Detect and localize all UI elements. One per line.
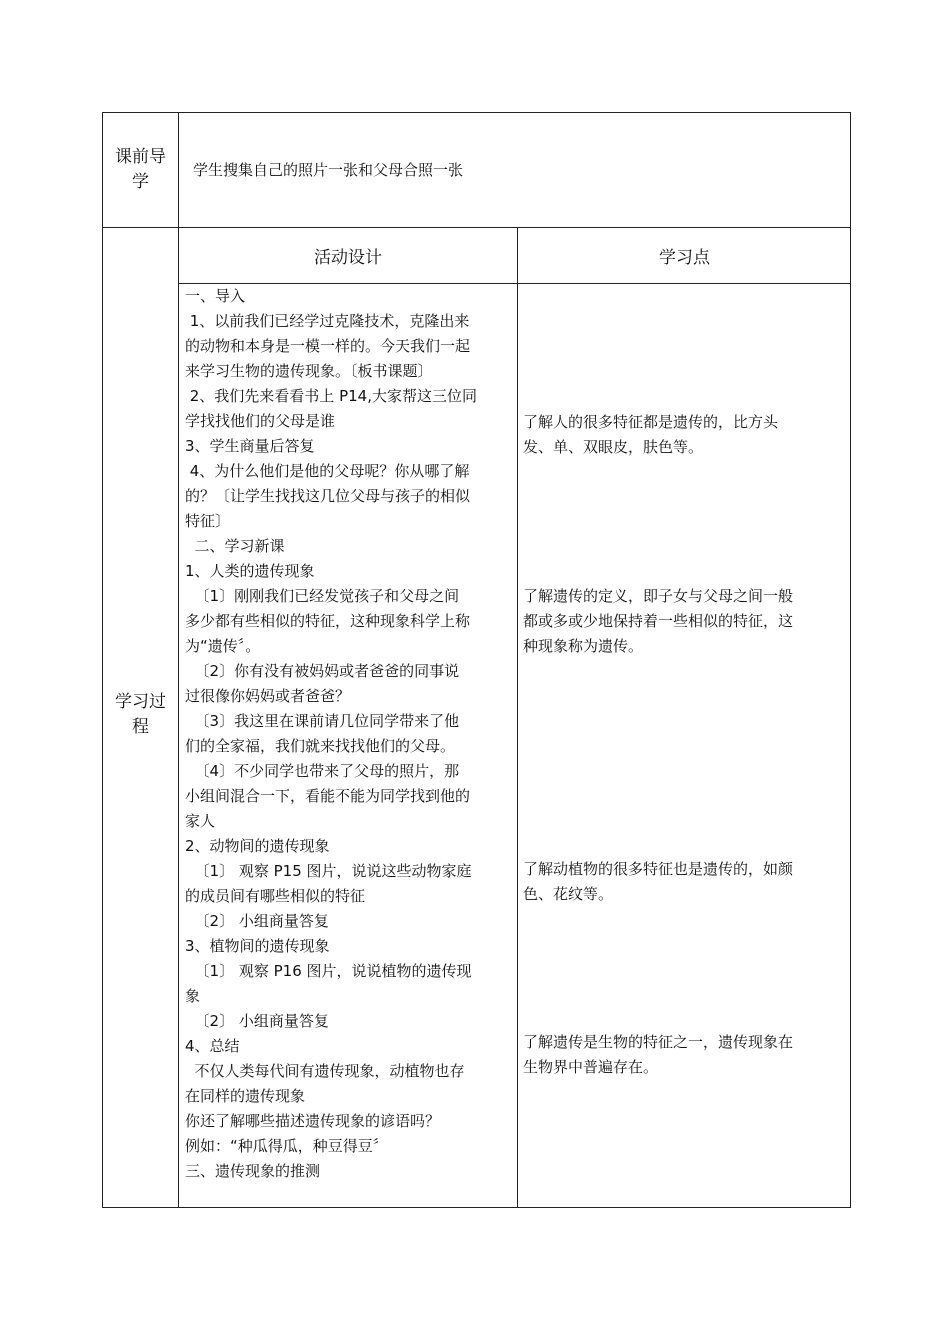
- activity-line: 1、人类的遗传现象: [185, 562, 315, 580]
- activity-line: 家人: [185, 812, 216, 830]
- learning-point-4: 了解遗传是生物的特征之一，遗传现象在 生物界中普遍存在。: [523, 1033, 794, 1076]
- label-column-divider: [178, 112, 179, 1208]
- activity-line: 〔2〕 小组商量答复: [185, 912, 329, 930]
- activity-line: 象: [185, 987, 201, 1005]
- activity-line: 过很像你妈妈或者爸爸？: [185, 687, 351, 705]
- activity-line: 二、学习新课: [185, 537, 285, 555]
- activity-design-header: 活动设计: [314, 248, 382, 268]
- preclass-label: 课前导 学: [115, 147, 166, 192]
- activity-line: 例如：“种瓜得瓜，种豆得豆〞: [185, 1137, 388, 1155]
- learning-points-header: 学习点: [659, 248, 710, 268]
- activity-line: 三、遗传现象的推测: [185, 1162, 321, 1180]
- activity-line: 1、以前我们已经学过克隆技术，克隆出来: [185, 312, 470, 330]
- activity-line: 的？〔让学生找找这几位父母与孩子的相似: [185, 487, 471, 505]
- activity-line: 〔1〕 观察 P16 图片，说说植物的遗传现: [185, 962, 472, 980]
- activity-design-content: [185, 284, 515, 1184]
- activity-line: 〔1〕刚刚我们已经发觉孩子和父母之间: [185, 587, 460, 605]
- learning-point-1: 了解人的很多特征都是遗传的，比方头 发、单、双眼皮，肤色等。: [523, 413, 779, 456]
- activity-line: 4、为什么他们是他的父母呢？你从哪了解: [185, 462, 470, 480]
- activity-line: 一、导入: [185, 287, 246, 305]
- activity-line: 的成员间有哪些相似的特征: [185, 887, 366, 905]
- activity-points-divider: [517, 227, 518, 1208]
- activity-line: 们的全家福，我们就来找找他们的父母。: [185, 737, 456, 755]
- activity-line: 〔2〕你有没有被妈妈或者爸爸的同事说: [185, 662, 460, 680]
- activity-line: 的动物和本身是一模一样的。今天我们一起: [185, 337, 471, 355]
- activity-line: 学找找他们的父母是谁: [185, 412, 336, 430]
- activity-line: 来学习生物的遗传现象。〔板书课题〕: [185, 362, 433, 380]
- activity-line: 在同样的遗传现象: [185, 1087, 306, 1105]
- activity-line: 小组间混合一下，看能不能为同学找到他的: [185, 787, 471, 805]
- activity-line: 2、我们先来看看书上 P14,大家帮这三位同: [185, 387, 477, 405]
- preclass-content: 学生搜集自己的照片一张和父母合照一张: [193, 161, 464, 179]
- activity-line: 〔4〕不少同学也带来了父母的照片，那: [185, 762, 460, 780]
- activity-line: 〔2〕 小组商量答复: [185, 1012, 329, 1030]
- process-label: 学习过 程: [115, 692, 166, 737]
- learning-point-3: 了解动植物的很多特征也是遗传的，如颜 色、花纹等。: [523, 860, 794, 903]
- activity-line: 为“遗传〞。: [185, 637, 261, 655]
- activity-line: 多少都有些相似的特征，这种现象科学上称: [185, 612, 471, 630]
- activity-line: 特征〕: [185, 512, 231, 530]
- section-divider: [102, 227, 851, 228]
- learning-point-2: 了解遗传的定义，即子女与父母之间一般 都或多或少地保持着一些相似的特征，这 种现象称为遗传。: [523, 587, 794, 655]
- activity-line: 〔1〕 观察 P15 图片，说说这些动物家庭: [185, 862, 472, 880]
- activity-line: 4、总结: [185, 1037, 240, 1055]
- activity-line: 不仅人类每代间有遗传现象，动植物也存: [185, 1062, 465, 1080]
- activity-line: 2、动物间的遗传现象: [185, 837, 330, 855]
- activity-line: 〔3〕我这里在课前请几位同学带来了他: [185, 712, 460, 730]
- activity-line: 你还了解哪些描述遗传现象的谚语吗？: [185, 1112, 441, 1130]
- activity-line: 3、学生商量后答复: [185, 437, 315, 455]
- activity-line: 3、植物间的遗传现象: [185, 937, 330, 955]
